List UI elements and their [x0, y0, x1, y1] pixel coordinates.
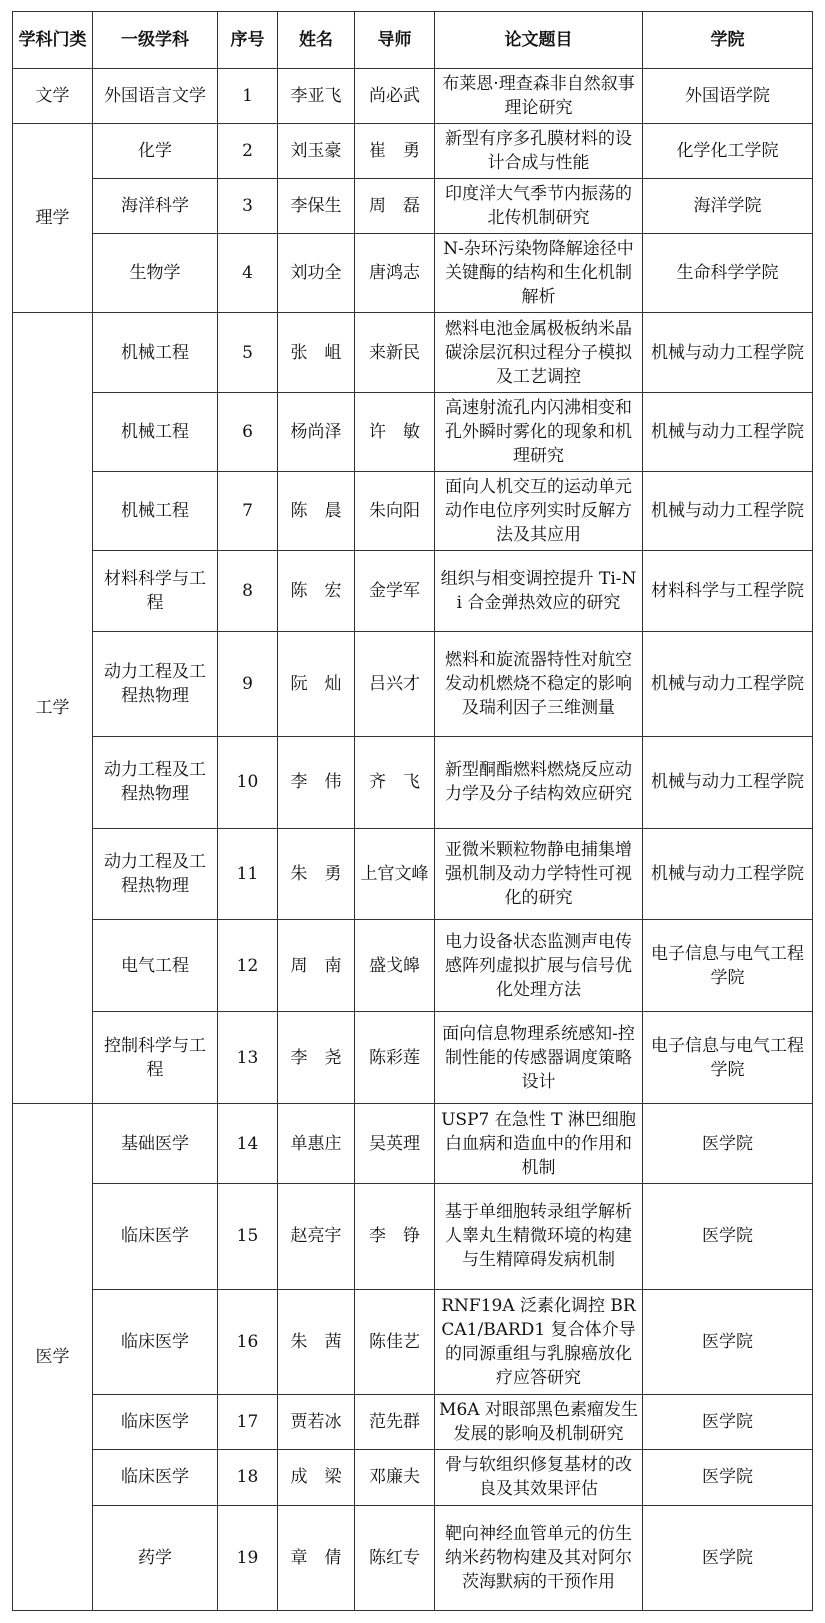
thesis-title-cell: 电力设备状态监测声电传感阵列虚拟扩展与信号优化处理方法	[435, 920, 643, 1012]
discipline-cell: 动力工程及工程热物理	[93, 828, 218, 920]
advisor-cell: 周 磊	[355, 178, 435, 233]
college-cell: 生命科学学院	[643, 234, 813, 313]
college-cell: 医学院	[643, 1289, 813, 1394]
number-cell: 8	[218, 551, 278, 631]
category-cell: 文学	[13, 69, 93, 123]
header-cell: 一级学科	[93, 12, 218, 69]
advisor-cell: 吕兴才	[355, 631, 435, 736]
advisor-cell: 吴英理	[355, 1104, 435, 1184]
college-cell: 外国语学院	[643, 69, 813, 123]
number-cell: 9	[218, 631, 278, 736]
name-cell: 单惠庄	[278, 1104, 355, 1184]
advisor-cell: 上官文峰	[355, 828, 435, 920]
college-cell: 医学院	[643, 1395, 813, 1450]
name-cell: 阮 灿	[278, 631, 355, 736]
advisor-cell: 邓廉夫	[355, 1450, 435, 1505]
name-cell: 李 伟	[278, 736, 355, 828]
header-cell: 论文题目	[435, 12, 643, 69]
name-cell: 成 梁	[278, 1450, 355, 1505]
advisor-cell: 金学军	[355, 551, 435, 631]
number-cell: 2	[218, 123, 278, 178]
college-cell: 医学院	[643, 1104, 813, 1184]
number-cell: 13	[218, 1012, 278, 1104]
number-cell: 16	[218, 1289, 278, 1394]
thesis-title-cell: 面向人机交互的运动单元动作电位序列实时反解方法及其应用	[435, 471, 643, 550]
thesis-title-cell: 燃料电池金属极板纳米晶碳涂层沉积过程分子模拟及工艺调控	[435, 313, 643, 392]
discipline-cell: 机械工程	[93, 471, 218, 550]
table-row	[13, 313, 813, 392]
college-cell: 机械与动力工程学院	[643, 471, 813, 550]
discipline-cell: 海洋科学	[93, 178, 218, 233]
discipline-cell: 动力工程及工程热物理	[93, 631, 218, 736]
college-cell: 电子信息与电气工程学院	[643, 920, 813, 1012]
thesis-title-cell: RNF19A 泛素化调控 BRCA1/BARD1 复合体介导的同源重组与乳腺癌放化疗应答研究	[435, 1289, 643, 1394]
discipline-cell: 基础医学	[93, 1104, 218, 1184]
number-cell: 14	[218, 1104, 278, 1184]
discipline-cell: 控制科学与工程	[93, 1012, 218, 1104]
college-cell: 机械与动力工程学院	[643, 392, 813, 471]
number-cell: 1	[218, 69, 278, 123]
discipline-cell: 化学	[93, 123, 218, 178]
advisor-cell: 李 铮	[355, 1184, 435, 1289]
thesis-title-cell: 印度洋大气季节内振荡的北传机制研究	[435, 178, 643, 233]
college-cell: 电子信息与电气工程学院	[643, 1012, 813, 1104]
number-cell: 5	[218, 313, 278, 392]
table-row	[13, 1450, 813, 1505]
header-cell: 序号	[218, 12, 278, 69]
table-row	[13, 471, 813, 550]
name-cell: 陈 宏	[278, 551, 355, 631]
table-row	[13, 631, 813, 736]
name-cell: 刘玉豪	[278, 123, 355, 178]
number-cell: 12	[218, 920, 278, 1012]
table-row	[13, 828, 813, 920]
table-row	[13, 1289, 813, 1394]
name-cell: 朱 茜	[278, 1289, 355, 1394]
name-cell: 李 尧	[278, 1012, 355, 1104]
thesis-title-cell: 骨与软组织修复基材的改良及其效果评估	[435, 1450, 643, 1505]
table-row	[13, 69, 813, 123]
number-cell: 18	[218, 1450, 278, 1505]
table-row	[13, 920, 813, 1012]
thesis-title-cell: 基于单细胞转录组学解析人睾丸生精微环境的构建与生精障碍发病机制	[435, 1184, 643, 1289]
number-cell: 7	[218, 471, 278, 550]
thesis-title-cell: USP7 在急性 T 淋巴细胞白血病和造血中的作用和机制	[435, 1104, 643, 1184]
name-cell: 章 倩	[278, 1505, 355, 1610]
discipline-cell: 临床医学	[93, 1184, 218, 1289]
advisor-cell: 来新民	[355, 313, 435, 392]
number-cell: 3	[218, 178, 278, 233]
table-row	[13, 1012, 813, 1104]
advisor-cell: 盛戈皞	[355, 920, 435, 1012]
name-cell: 刘功全	[278, 234, 355, 313]
advisor-cell: 尚必武	[355, 69, 435, 123]
name-cell: 贾若冰	[278, 1395, 355, 1450]
table-row	[13, 1395, 813, 1450]
thesis-title-cell: 燃料和旋流器特性对航空发动机燃烧不稳定的影响及瑞利因子三维测量	[435, 631, 643, 736]
table-row	[13, 178, 813, 233]
header-cell: 学科门类	[13, 12, 93, 69]
name-cell: 朱 勇	[278, 828, 355, 920]
advisor-cell: 唐鸿志	[355, 234, 435, 313]
advisor-cell: 崔 勇	[355, 123, 435, 178]
thesis-title-cell: N-杂环污染物降解途径中关键酶的结构和生化机制解析	[435, 234, 643, 313]
college-cell: 医学院	[643, 1450, 813, 1505]
college-cell: 海洋学院	[643, 178, 813, 233]
thesis-title-cell: 新型酮酯燃料燃烧反应动力学及分子结构效应研究	[435, 736, 643, 828]
advisor-cell: 齐 飞	[355, 736, 435, 828]
college-cell: 医学院	[643, 1505, 813, 1610]
discipline-cell: 电气工程	[93, 920, 218, 1012]
category-cell: 工学	[13, 313, 93, 1104]
advisor-cell: 朱向阳	[355, 471, 435, 550]
discipline-cell: 生物学	[93, 234, 218, 313]
thesis-title-cell: 新型有序多孔膜材料的设计合成与性能	[435, 123, 643, 178]
name-cell: 赵亮宇	[278, 1184, 355, 1289]
advisor-cell: 许 敏	[355, 392, 435, 471]
thesis-title-cell: M6A 对眼部黑色素瘤发生发展的影响及机制研究	[435, 1395, 643, 1450]
table-row	[13, 1104, 813, 1184]
discipline-cell: 机械工程	[93, 392, 218, 471]
thesis-title-cell: 高速射流孔内闪沸相变和孔外瞬时雾化的现象和机理研究	[435, 392, 643, 471]
discipline-cell: 外国语言文学	[93, 69, 218, 123]
college-cell: 机械与动力工程学院	[643, 313, 813, 392]
table-row	[13, 1505, 813, 1610]
number-cell: 11	[218, 828, 278, 920]
table-row	[13, 392, 813, 471]
name-cell: 陈 晨	[278, 471, 355, 550]
number-cell: 17	[218, 1395, 278, 1450]
name-cell: 李亚飞	[278, 69, 355, 123]
table-row	[13, 123, 813, 178]
table-row	[13, 736, 813, 828]
college-cell: 机械与动力工程学院	[643, 631, 813, 736]
thesis-title-cell: 亚微米颗粒物静电捕集增强机制及动力学特性可视化的研究	[435, 828, 643, 920]
discipline-cell: 机械工程	[93, 313, 218, 392]
header-row	[13, 12, 813, 69]
college-cell: 机械与动力工程学院	[643, 736, 813, 828]
college-cell: 机械与动力工程学院	[643, 828, 813, 920]
advisor-cell: 陈彩莲	[355, 1012, 435, 1104]
number-cell: 10	[218, 736, 278, 828]
discipline-cell: 药学	[93, 1505, 218, 1610]
name-cell: 李保生	[278, 178, 355, 233]
discipline-cell: 临床医学	[93, 1395, 218, 1450]
header-cell: 姓名	[278, 12, 355, 69]
number-cell: 6	[218, 392, 278, 471]
category-cell: 医学	[13, 1104, 93, 1611]
thesis-title-cell: 面向信息物理系统感知-控制性能的传感器调度策略设计	[435, 1012, 643, 1104]
discipline-cell: 临床医学	[93, 1450, 218, 1505]
thesis-title-cell: 布莱恩·理查森非自然叙事理论研究	[435, 69, 643, 123]
thesis-table	[12, 11, 813, 1611]
college-cell: 材料科学与工程学院	[643, 551, 813, 631]
header-cell: 学院	[643, 12, 813, 69]
advisor-cell: 陈佳艺	[355, 1289, 435, 1394]
discipline-cell: 材料科学与工程	[93, 551, 218, 631]
number-cell: 4	[218, 234, 278, 313]
name-cell: 杨尚泽	[278, 392, 355, 471]
discipline-cell: 动力工程及工程热物理	[93, 736, 218, 828]
thesis-title-cell: 靶向神经血管单元的仿生纳米药物构建及其对阿尔茨海默病的干预作用	[435, 1505, 643, 1610]
thesis-title-cell: 组织与相变调控提升 Ti-Ni 合金弹热效应的研究	[435, 551, 643, 631]
discipline-cell: 临床医学	[93, 1289, 218, 1394]
name-cell: 张 岨	[278, 313, 355, 392]
name-cell: 周 南	[278, 920, 355, 1012]
table-row	[13, 234, 813, 313]
category-cell: 理学	[13, 123, 93, 313]
table-row	[13, 551, 813, 631]
college-cell: 医学院	[643, 1184, 813, 1289]
college-cell: 化学化工学院	[643, 123, 813, 178]
header-cell: 导师	[355, 12, 435, 69]
number-cell: 15	[218, 1184, 278, 1289]
table-row	[13, 1184, 813, 1289]
advisor-cell: 陈红专	[355, 1505, 435, 1610]
number-cell: 19	[218, 1505, 278, 1610]
advisor-cell: 范先群	[355, 1395, 435, 1450]
